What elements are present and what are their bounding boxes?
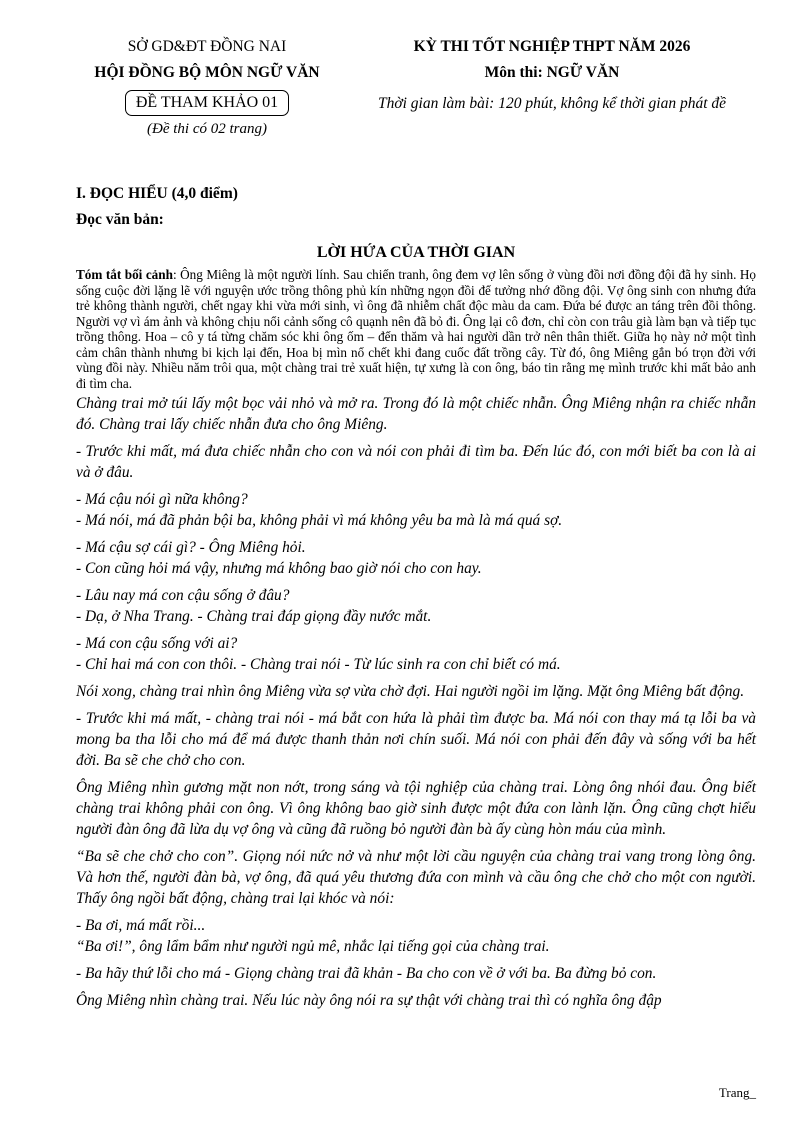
exam-subject: Môn thi: NGỮ VĂN <box>484 64 620 81</box>
page-footer: Trang_ <box>718 1085 756 1100</box>
story-line: - Má nói, má đã phản bội ba, không phải vì má không yêu ba mà là má quá sợ. <box>76 512 563 529</box>
story-paragraph <box>76 708 756 771</box>
story-line: Nói xong, chàng trai nhìn ông Miêng vừa sợ vừa chờ đợi. Hai người ngồi im lặng. Mặt ông Miêng bất động. <box>76 683 745 700</box>
story-line: - Má cậu sợ cái gì? - Ông Miêng hỏi. <box>76 539 306 556</box>
summary-text: : Ông Miêng là một người lính. Sau chiến tranh, ông đem vợ lên sống ở vùng đồi nơi đồng đội đã hy sinh. Họ sống cuộc đời lặng lẽ với nguyện ước trồng thông phủ kín những ngọn đồi để tưởng nhớ đồng đội. Vợ ông sinh con nhưng đứa trẻ không thành người, chết ngay khi vừa mới sinh, vì ông đã nhiễm chất độc màu da cam. Đứa bé được an táng trên đồi thông. Người vợ vì ám ảnh và không chịu nổi cảnh sống cô quạnh nên đã bỏ đi. Ông lại cô đơn, chỉ còn con trâu già làm bạn và tiếp tục trồng thông. Hoa – cô y tá từng chăm sóc khi ông ốm – đến thăm và hai người dần trở nên thân thiết. Giữa họ này nở một tình cảm chân thành nhưng bi kịch lại đến, Hoa bị mìn nổ chết khi đang cuốc đất trồng cây. Từ đó, ông Miêng gắn bó trọn đời với vùng đồi này. Nhiều năm trôi qua, một chàng trai trẻ xuất hiện, tự xưng là con ông, báo tin rằng mẹ mình trước khi mất bảo anh đi tìm cha. <box>76 267 756 391</box>
story-line: “Ba sẽ che chở cho con”. Giọng nói nức nở và như một lời cầu nguyện của chàng trai vang trong lòng ông. Và hơn thế, người đàn bà, vợ ông, đã quá yêu thương đứa con mình và cầu ông che chở cho một con người. Thấy ông ngồi bất động, chàng trai lại khóc và nói: <box>76 848 756 907</box>
story-paragraph <box>76 489 756 531</box>
story-line: - Chỉ hai má con con thôi. - Chàng trai nói - Từ lúc sinh ra con chỉ biết có má. <box>76 656 561 673</box>
header-right <box>352 36 752 115</box>
story-line: - Con cũng hỏi má vậy, nhưng má không bao giờ nói cho con hay. <box>76 560 482 577</box>
section-subheading: Đọc văn bản: <box>76 211 164 228</box>
story-line: Ông Miêng nhìn gương mặt non nớt, trong sáng và tội nghiệp của chàng trai. Lòng ông nhói đau. Ông biết chàng trai không phải con ông. Vì ông không bao giờ sinh được một đứa con lành lặn. Ông cũng chợt hiểu người đàn ông đã lừa dụ vợ ông và cũng đã ruồng bỏ người đàn bà ấy cùng hòn máu của mình. <box>76 779 756 838</box>
story-paragraph <box>76 846 756 909</box>
story-line: - Ba ơi, má mất rồi... <box>76 917 206 934</box>
department-name: SỞ GD&ĐT ĐỒNG NAI <box>127 38 287 55</box>
story-line: Ông Miêng nhìn chàng trai. Nếu lúc này ông nói ra sự thật với chàng trai thì có nghĩa ông đập <box>76 992 662 1009</box>
exam-code-box: ĐỀ THAM KHẢO 01 <box>125 90 289 116</box>
document-body <box>76 183 756 1017</box>
story-passage <box>76 393 756 1011</box>
story-line: - Má cậu nói gì nữa không? <box>76 491 248 508</box>
story-line: - Lâu nay má con cậu sống ở đâu? <box>76 587 290 604</box>
context-summary <box>76 267 756 391</box>
story-paragraph <box>76 777 756 840</box>
story-line: - Ba hãy thứ lỗi cho má - Giọng chàng trai đã khản - Ba cho con về ở với ba. Ba đừng bỏ con. <box>76 965 657 982</box>
passage-title: LỜI HỨA CỦA THỜI GIAN <box>316 244 516 261</box>
exam-title: KỲ THI TỐT NGHIỆP THPT NĂM 2026 <box>413 38 691 55</box>
story-line: Chàng trai mở túi lấy một bọc vải nhỏ và mở ra. Trong đó là một chiếc nhẫn. Ông Miêng nhận ra chiếc nhẫn đó. Chàng trai lấy chiếc nhẫn đưa cho ông Miêng. <box>76 395 756 433</box>
story-paragraph <box>76 963 756 984</box>
story-paragraph <box>76 585 756 627</box>
council-name: HỘI ĐỒNG BỘ MÔN NGỮ VĂN <box>94 64 320 81</box>
page-count-note: (Đề thi có 02 trang) <box>147 121 267 137</box>
exam-duration: Thời gian làm bài: 120 phút, không kể thời gian phát đề <box>377 95 727 112</box>
story-paragraph <box>76 537 756 579</box>
story-paragraph <box>76 681 756 702</box>
header-left <box>72 36 342 139</box>
story-paragraph <box>76 393 756 435</box>
story-paragraph <box>76 441 756 483</box>
story-line: “Ba ơi!”, ông lẩm bẩm như người ngủ mê, nhắc lại tiếng gọi của chàng trai. <box>76 938 550 955</box>
story-line: - Trước khi mất, má đưa chiếc nhẫn cho con và nói con phải đi tìm ba. Đến lúc đó, con mới biết ba con là ai và ở đâu. <box>76 443 756 481</box>
story-line: - Trước khi má mất, - chàng trai nói - má bắt con hứa là phải tìm được ba. Má nói con thay má tạ lỗi ba và mong ba tha lỗi cho má để má được thanh thản nơi chín suối. Má nói con phải đến đây và sống với ba hết đời. Ba sẽ che chở cho con. <box>76 710 756 769</box>
story-line: - Má con cậu sống với ai? <box>76 635 238 652</box>
summary-label: Tóm tắt bối cảnh <box>76 267 173 282</box>
story-paragraph <box>76 915 756 957</box>
story-paragraph <box>76 990 756 1011</box>
story-line: - Dạ, ở Nha Trang. - Chàng trai đáp giọng đầy nước mắt. <box>76 608 432 625</box>
story-paragraph <box>76 633 756 675</box>
section-heading: I. ĐỌC HIỂU (4,0 điểm) <box>76 185 238 202</box>
